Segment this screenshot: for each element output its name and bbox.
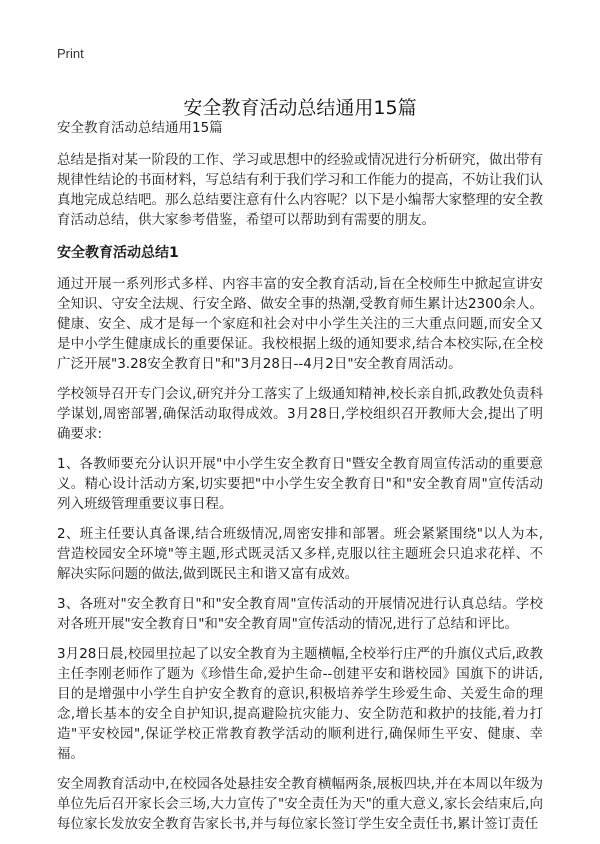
body-paragraph: 学校领导召开专门会议,研究并分工落实了上级通知精神,校长亲自抓,政教处负责科学谋划,周密部署,确保活动取得成效。3月28日,学校组织召开教师大会,提出了明确要求: [57, 386, 543, 442]
print-link[interactable]: Print [57, 46, 84, 61]
page-title: 安全教育活动总结通用15篇 [183, 96, 417, 119]
body-paragraph: 3月28日晨,校园里拉起了以安全教育为主题横幅,全校举行庄严的升旗仪式后,政教主任李刚老师作了题为《珍惜生命,爱护生命--创建平安和谐校园》国旗下的讲话,目的是增强中小学生自护安全教育的意识,积极培养学生珍爱生命、关爱生命的理念,增长基本的安全自护知识,提高避险抗灾能力、安全防范和救护的技能,着力打造"平安校园",保证学校正常教育教学活动的顺利进行,确保师生平安、健康、幸福。 [57, 646, 543, 762]
body-paragraph: 通过开展一系列形式多样、内容丰富的安全教育活动,旨在全校师生中掀起宣讲安全知识、守安全法规、行安全路、做安全事的热潮,受教育师生累计达2300余人。健康、安全、成才是每一个家庭和社会对中小学生关注的三大重点问题,而安全又是中小学生健康成长的重要保证。我校根据上级的通知要求,结合本校实际,在全校广泛开展"3.28安全教育日"和"3月28日--4月2日"安全教育周活动。 [57, 276, 543, 372]
body-paragraph: 3、各班对"安全教育日"和"安全教育周"宣传活动的开展情况进行认真总结。学校对各班开展"安全教育日"和"安全教育周"宣传活动的情况,进行了总结和评比。 [57, 596, 543, 632]
body-paragraph: 安全周教育活动中,在校园各处悬挂安全教育横幅两条,展板四块,并在本周以年级为单位先后召开家长会三场,大力宣传了"安全责任为天"的重大意义,家长会结束后,向每位家长发放安全教育告家长书,并与每位家长签订学生安全责任书,累计签订责任 [57, 776, 543, 832]
intro-paragraph: 总结是指对某一阶段的工作、学习或思想中的经验或情况进行分析研究，做出带有规律性结论的书面材料，写总结有利于我们学习和工作能力的提高，不妨让我们认真地完成总结吧。那么总结要注意有什么内容呢？以下是小编帮大家整理的安全教育活动总结，供大家参考借鉴，希望可以帮助到有需要的朋友。 [57, 152, 543, 228]
document-subtitle: 安全教育活动总结通用15篇 [57, 120, 223, 136]
body-paragraph: 2、班主任要认真备课,结合班级情况,周密安排和部署。班会紧紧围绕"以人为本,营造校园安全环境"等主题,形式既灵活又多样,克服以往主题班会只追求花样、不解决实际问题的做法,做到既民主和谐又富有成效。 [57, 526, 543, 582]
body-paragraph: 1、各教师要充分认识开展"中小学生安全教育日"暨安全教育周宣传活动的重要意义。精心设计活动方案,切实要把"中小学生安全教育日"和"安全教育周"宣传活动列入班级管理重要议事日程。 [57, 456, 543, 512]
document-body [57, 118, 543, 844]
section-heading: 安全教育活动总结1 [57, 245, 179, 261]
